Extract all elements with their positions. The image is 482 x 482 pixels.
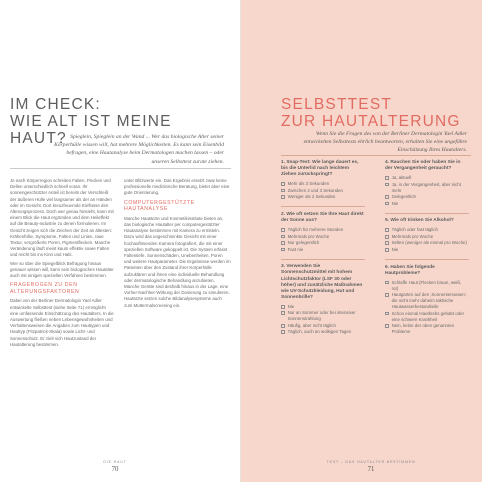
left-intro: Spieglein, Spieglein an der Wand ... Wer das biologische Alter seiner Körperhülle wissen will, hat mehrere Möglichkeiten. Es kann sein Eisenbild befragen, eine Hautanalyse beim Dermatologen machen lassen – oder unseren Selbsttest zurate ziehen. bbox=[54, 134, 224, 165]
question-3 bbox=[281, 264, 365, 335]
left-col1-subhead: FRAGEBOGEN ZU DEN ALTERUNGSFAKTOREN bbox=[10, 282, 80, 295]
answer-option[interactable]: Nein, keine der oben genannten Probleme bbox=[385, 323, 469, 335]
answer-option[interactable]: Täglich, auch an wolkigen Tagen bbox=[281, 329, 365, 335]
answer-option[interactable]: Hautgarten auf den ‚Sonnenterrassen', die nicht mehr daheim taktische Hautwasserbestandteile bbox=[385, 292, 469, 310]
answer-option[interactable]: Mehrmals pro Woche bbox=[385, 234, 469, 240]
checkbox[interactable] bbox=[281, 228, 285, 232]
checkbox[interactable] bbox=[385, 312, 389, 316]
right-divider bbox=[281, 155, 471, 156]
questions-column-left bbox=[281, 160, 365, 341]
right-page bbox=[241, 0, 482, 482]
question-2 bbox=[281, 212, 365, 253]
answer-option[interactable]: Schlaffe Haut (Flecken braun, weiß, rot) bbox=[385, 280, 469, 292]
checkbox[interactable] bbox=[281, 330, 285, 334]
question-divider bbox=[385, 259, 469, 260]
question-text: 6. Haben Sie folgende Hautprobleme? bbox=[385, 264, 435, 276]
answer-option[interactable]: Schon einmal Hautkrebs gehabt oder eine schwere Krankheit bbox=[385, 311, 469, 323]
question-text: 2. Wie oft setzen Sie Ihre Haut direkt der Sonne aus? bbox=[281, 211, 364, 224]
checkbox[interactable] bbox=[385, 241, 389, 245]
question-text: 5. Wie oft trinken Sie Alkohol? bbox=[385, 218, 454, 224]
right-title-line-1: SELBSTTEST bbox=[281, 96, 393, 113]
answer-option[interactable]: Nie bbox=[385, 201, 469, 207]
left-title-line-2: WIE ALT IST MEINE HAUT? bbox=[10, 113, 172, 147]
question-text: 3. Verwenden Sie Sonnenschutzmittel mit hohem Lichtschutzfaktor (LSF 30 oder höher) und zusätzliche Maßnahmen wie UV-Schutzkleidung, Hut und Sonnenbrille? bbox=[281, 264, 363, 300]
checkbox[interactable] bbox=[281, 311, 285, 315]
checkbox[interactable] bbox=[385, 183, 389, 187]
question-6 bbox=[385, 265, 469, 336]
question-1 bbox=[281, 160, 365, 200]
answer-option[interactable]: Weniger als 2 Sekunden bbox=[281, 194, 365, 200]
right-folio bbox=[301, 460, 441, 473]
checkbox[interactable] bbox=[385, 248, 389, 252]
answer-option[interactable]: Nie bbox=[281, 304, 365, 310]
checkbox[interactable] bbox=[385, 293, 389, 297]
checkbox[interactable] bbox=[281, 305, 285, 309]
questions-column-right bbox=[385, 160, 469, 341]
left-col2-paragraph: Manche Hautärzte und Kosmetikinstitute bieten an, das biologische Hautalter per computergestützter Hautanalyse bestimmen mit Kamera zu ermitteln. Dazu wird das ungeschminkte Gesicht mit einer hochauflösenden Kamera fotografiert, die mit einer speziellen Software gekoppelt ist. Die System erfasst Faltentiefe, Sonnenschäden, Unebenheiten, Poren und weitere Hautparameter. Die Ergebnisse werden im Patienten über den Zustand ihrer Körperhülle aufzuklären und ihnen eine individuelle Behandlung oder dermatologische Behandlung anzubieten. Manche Geräte sind deshalb hinaus in der Lage, eine Vorher-Nachher-Wirkung der Dosierung zu simulieren. Hautärzte setzen solche Bildanalysesysteme auch zum Muttermalscreening ein. bbox=[124, 215, 231, 308]
question-text: 4. Rauchen Sie oder haben Sie in der Vergangenheit geraucht? bbox=[385, 160, 461, 172]
left-column-2 bbox=[124, 178, 231, 311]
right-page-title bbox=[281, 96, 471, 130]
checkbox[interactable] bbox=[385, 324, 389, 328]
answer-option[interactable]: Mehrmals pro Woche bbox=[281, 234, 365, 240]
left-page-number: 70 bbox=[111, 466, 119, 473]
question-text: 1. Snap-Test: Wie lange dauert es, bis die Unterlid nach leichtem Ziehen zurückspringt? bbox=[281, 160, 359, 178]
checkbox[interactable] bbox=[281, 241, 285, 245]
right-page-number: 71 bbox=[367, 466, 375, 473]
checkbox[interactable] bbox=[385, 235, 389, 239]
right-title-line-2: ZUR HAUTALTERUNG bbox=[281, 113, 461, 130]
left-col1-paragraph: Dabei von der Berliner Dermatologin Yael Adler entwickelte Selbsttest (siehe Seite 71) ermöglicht eine umfassende Einschätzung des Hautalters. In die Auswertung fließen neben Lebensgewohnheiten und Verhaltensweisen die Angaben zum Hauttypen und Hauttyp (Fitzpatrick-Skala) sowie Licht- und Sonnenschutz. Er zielt sich Hautzustand der Hautalterung bestimmen. bbox=[10, 298, 114, 347]
answer-option[interactable]: Ja, in der Vergangenheit, aber nicht mehr bbox=[385, 182, 469, 194]
left-col1-paragraph: Je nach Körperregion schreiten Falten, Flecken und Dellen unterschiedlich schnell voran. Ihr sonnengeschützter Anteil ist bereits der Verschleiß der äußeren Hülle viel langsamer als der an Händen oder im Gesicht. Dort kreuzfeuernde Einflüsse den Alterungsprozess. Doch wer genau hinsieht, kann mit einem Blick die Haut ergründen und dem Heileffekt auf die Beauty-Industrie zu denen formulieren. Im Gesicht zeigen sich die Zeichen der Zeit an ältesten: Krähenfüße, Symptome, Falten und Linien, raue Textur, vergrößerte Poren, Pigmentflecken. Manche Veränderung läuft meist kaum effektiv sowie Falten und reicht bis ins Kinn und Hals. bbox=[10, 178, 114, 258]
checkbox[interactable] bbox=[281, 248, 285, 252]
checkbox[interactable] bbox=[385, 202, 389, 206]
checkbox[interactable] bbox=[385, 195, 389, 199]
left-col2-subhead: COMPUTERGESTÜTZTE HAUTANALYSE bbox=[124, 199, 195, 213]
checkbox[interactable] bbox=[385, 176, 389, 180]
left-column-1 bbox=[10, 178, 114, 350]
checkbox[interactable] bbox=[281, 235, 285, 239]
checkbox[interactable] bbox=[385, 281, 389, 285]
checkbox[interactable] bbox=[281, 189, 285, 193]
question-divider bbox=[281, 259, 365, 260]
answer-option[interactable]: Nur gelegentlich bbox=[281, 240, 365, 246]
left-col2-paragraph: unter Blitzwerte ein. Das Ergebnis ersetzt zwar keine professionelle medizinische Beratung, bietet aber eine gute Orientierung. bbox=[124, 178, 230, 196]
right-intro: Wenn Sie die Fragen des von der Berliner Dermatologin Yael Adler entwickelten Selbsttests ehrlich beantworten, erhalten Sie eine ungefähre Einschätzung Ihres Hautalters. bbox=[303, 131, 467, 154]
left-folio-label: DIE HAUT bbox=[103, 460, 127, 464]
answer-option[interactable]: Fast nie bbox=[281, 247, 365, 253]
question-divider bbox=[385, 213, 469, 214]
answer-option[interactable]: Täglich für mehrere Stunden bbox=[281, 227, 365, 233]
answer-option[interactable]: Gelegentlich bbox=[385, 194, 469, 200]
answer-option[interactable]: Selten (weniger als einmal pro Woche) bbox=[385, 240, 469, 246]
left-col1-paragraph: Wer so über die Spiegelblick Befragung hinaus genauer wissen will, kann sein biologisches Hautalter auch mit einigen speziellen Verfahren bestimmen. bbox=[10, 260, 114, 279]
right-folio-label: TEST – DAS HAUTALTER BESTIMMEN bbox=[326, 460, 416, 464]
answer-option[interactable]: Ja, aktuell bbox=[385, 175, 469, 181]
question-5 bbox=[385, 218, 469, 253]
question-divider bbox=[281, 206, 365, 207]
answer-option[interactable]: Nie bbox=[385, 247, 469, 253]
checkbox[interactable] bbox=[385, 228, 389, 232]
answer-option[interactable]: Zwischen 2 und 3 Sekunden bbox=[281, 188, 365, 194]
checkbox[interactable] bbox=[281, 195, 285, 199]
answer-option[interactable]: Häufig, aber nicht täglich bbox=[281, 323, 365, 329]
question-4 bbox=[385, 160, 469, 207]
checkbox[interactable] bbox=[281, 182, 285, 186]
answer-option[interactable]: Mehr als 3 Sekunden bbox=[281, 181, 365, 187]
left-title-line-1: IM CHECK: bbox=[10, 96, 101, 113]
left-folio bbox=[70, 460, 160, 473]
answer-option[interactable]: Täglich oder fast täglich bbox=[385, 227, 469, 233]
answer-option[interactable]: Nur an Sommer oder bei intensiver Sonnenstrahlung bbox=[281, 310, 365, 322]
checkbox[interactable] bbox=[281, 324, 285, 328]
left-divider bbox=[10, 168, 231, 169]
